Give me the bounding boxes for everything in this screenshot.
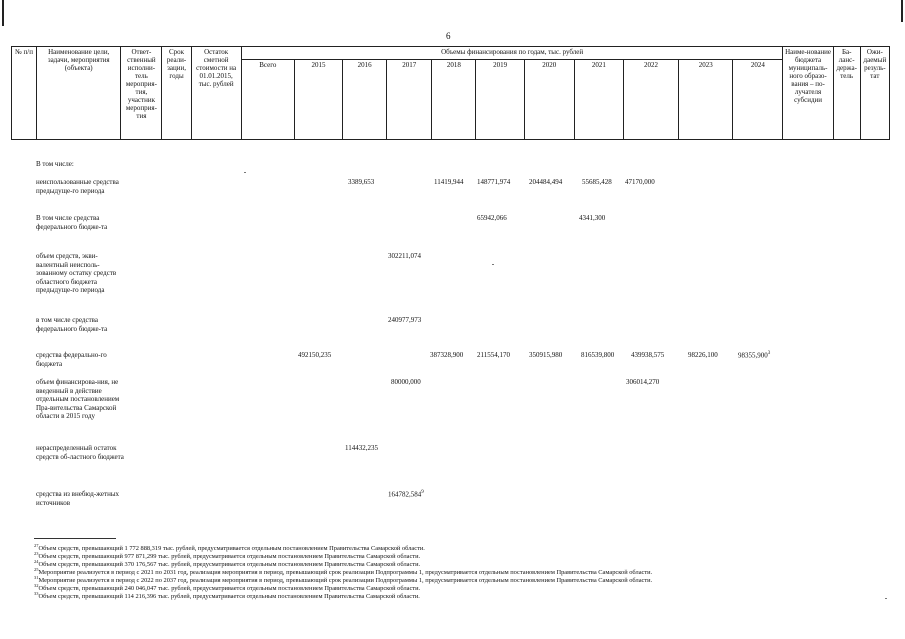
footnote-text: Объем средств, превышающий 1 772 888,319 тыс. рублей, предусматривается отдельным постановлением Правительства Самарской области. bbox=[38, 545, 425, 553]
cell-value: 350915,980 bbox=[529, 351, 563, 359]
header-year: 2020 bbox=[524, 60, 574, 140]
footnote-mark: 25 bbox=[34, 567, 39, 572]
cell-value: 3389,653 bbox=[348, 178, 375, 186]
row-label-federal-part-2: в том числе средства федерального бюдже-та bbox=[36, 316, 108, 333]
row-label-unallocated: нераспределенный остаток средств об-ластного бюджета bbox=[36, 444, 124, 461]
footnote-ref: 3 bbox=[767, 351, 771, 356]
cell-value: 204484,494 bbox=[529, 178, 563, 186]
row-label-equivalent: объем средств, экви-валентный неисполь-зованному остатку средств областного бюджета предыдуще-го периода bbox=[36, 252, 117, 295]
footnote-mark: 33 bbox=[34, 591, 39, 596]
header-year: 2019 bbox=[476, 60, 524, 140]
footnote-text: Объем средств, превышающий 240 046,047 тыс. рублей, предусматривается отдельным постановлением Правительства Самарской области. bbox=[38, 585, 421, 593]
header-name: Наименование цели, задачи, мероприятия (объекта) bbox=[37, 47, 121, 140]
page-number: 6 bbox=[446, 31, 451, 41]
cell-value: 387328,900 bbox=[430, 351, 464, 359]
footnote-text: Объем средств, превышающий 114 216,396 тыс. рублей, предусматривается отдельным постановлением Правительства Самарской области. bbox=[38, 593, 420, 601]
cell-value: 11419,944 bbox=[434, 178, 464, 186]
cell-value: 114432,235 bbox=[345, 444, 378, 452]
row-label-not-enacted: объем финансирова-ния, не введенный в действие отдельным постановлением Пра-вительства Самарской области в 2015 году bbox=[36, 378, 120, 421]
header-year: 2022 bbox=[623, 60, 678, 140]
scan-speck bbox=[244, 172, 246, 173]
header-year: 2016 bbox=[343, 60, 387, 140]
footnote-text: Объем средств, превышающий 977 871,299 тыс. рублей, предусматривается отдельным постановлением Правительства Самарской области. bbox=[38, 553, 421, 561]
header-balance-holder: Ба-ланс-держа-тель bbox=[833, 47, 860, 140]
cell-value-with-note bbox=[738, 351, 770, 359]
row-label-unused-prev: неиспользованные средства предыдуще-го периода bbox=[36, 178, 119, 195]
header-year: 2023 bbox=[679, 60, 733, 140]
header-year: 2017 bbox=[387, 60, 432, 140]
header-year: 2021 bbox=[574, 60, 623, 140]
footnote bbox=[34, 590, 874, 601]
footnote-mark: 27 bbox=[34, 543, 39, 548]
header-budget-name: Наиме-нование бюджета муниципаль-ного образо-вания – по-лучателя субсидии bbox=[783, 47, 833, 140]
cell-value: 306014,270 bbox=[626, 378, 660, 386]
cell-value: 4341,300 bbox=[579, 214, 606, 222]
header-year: 2015 bbox=[294, 60, 342, 140]
header-num: № п/п bbox=[12, 47, 37, 140]
cell-value: 55685,428 bbox=[582, 178, 612, 186]
header-expected-result: Ожи-даемый резуль-тат bbox=[860, 47, 889, 140]
footnote-mark: 23 bbox=[34, 551, 39, 556]
cell-value: 211554,170 bbox=[477, 351, 510, 359]
cell-value: 80000,000 bbox=[391, 378, 421, 386]
scan-speck bbox=[885, 598, 887, 599]
header-term: Срок реали-зации, годы bbox=[162, 47, 191, 140]
scan-speck bbox=[492, 264, 494, 265]
cell-value: 302211,074 bbox=[388, 252, 421, 260]
cell-value: 148771,974 bbox=[477, 178, 511, 186]
row-label-federal-part: В том числе средства федерального бюдже-та bbox=[36, 214, 108, 231]
header-year: 2024 bbox=[733, 60, 783, 140]
header-table bbox=[11, 46, 890, 140]
cell-value: 439938,575 bbox=[631, 351, 665, 359]
cell-value: 47170,000 bbox=[625, 178, 655, 186]
footnote-mark: 24 bbox=[34, 559, 39, 564]
footnote-text: Мероприятие реализуется в период с 2022 по 2037 год, реализация мероприятия в период, превышающий срок реализации Подпрограммы 1, предусматривается отдельным постановлением Правительства Самарской области. bbox=[38, 577, 653, 585]
footnote-text: Мероприятие реализуется в период с 2021 по 2031 год, реализация мероприятия в период, превышающий срок реализации Подпрограммы 1, предусматривается отдельным постановлением Правительства Самарской области. bbox=[38, 569, 653, 577]
footnote-mark: 32 bbox=[34, 583, 39, 588]
footnote-mark: 31 bbox=[34, 575, 39, 580]
row-label-extrabudget: средства из внебюд-жетных источников bbox=[36, 490, 120, 507]
footnote-text: Объем средств, превышающий 370 176,567 тыс. рублей, предусматривается отдельным постановлением Правительства Самарской области. bbox=[38, 561, 421, 569]
footnote-separator bbox=[34, 538, 116, 539]
cell-value: 816539,800 bbox=[581, 351, 615, 359]
row-label-federal-budget: средства федерально-го бюджета bbox=[36, 351, 107, 368]
cell-value: 492150,235 bbox=[298, 351, 332, 359]
row-label-including: В том числе: bbox=[36, 160, 74, 168]
footnote-ref: 9 bbox=[421, 490, 424, 495]
scan-edge-mark bbox=[2, 0, 4, 26]
scan-edge-mark-right bbox=[901, 0, 903, 22]
header-year: 2018 bbox=[432, 60, 476, 140]
header-volumes: Объемы финансирования по годам, тыс. рублей bbox=[241, 47, 783, 60]
header-remaining-cost: Остаток сметной стоимости на 01.01.2015, тыс. рублей bbox=[191, 47, 241, 140]
cell-value: 98226,100 bbox=[688, 351, 718, 359]
cell-value: 98355,900 bbox=[738, 351, 768, 360]
cell-value-with-note bbox=[388, 490, 424, 498]
header-total: Всего bbox=[241, 60, 294, 140]
cell-value: 65942,066 bbox=[477, 214, 507, 222]
cell-value: 164782,584 bbox=[388, 490, 422, 499]
cell-value: 240977,973 bbox=[388, 316, 422, 324]
header-responsible: Ответ-ственный исполни-тель мероприя-тия, участник мероприя-тия bbox=[121, 47, 162, 140]
